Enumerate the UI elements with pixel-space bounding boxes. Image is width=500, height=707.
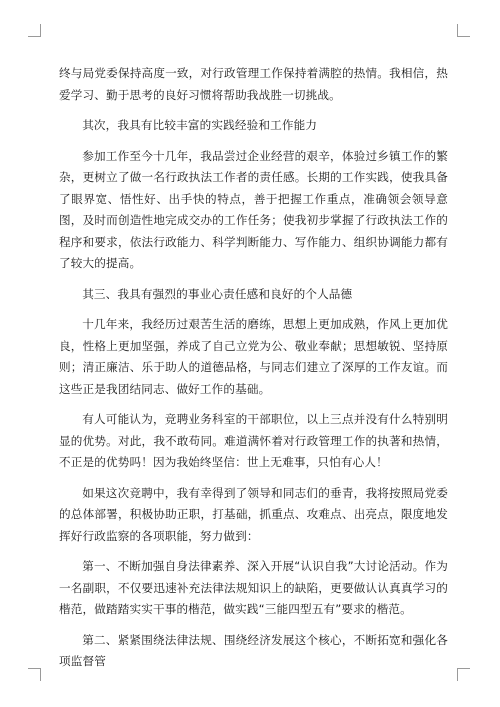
paragraph: 第二、紧紧围绕法律法规、围绕经济发展这个核心，不断拓宽和强化各项监督管 [59, 632, 448, 668]
crop-mark-bottom-left [28, 668, 41, 681]
paragraph: 终与局党委保持高度一致，对行政管理工作保持着满腔的热情。我相信，热爱学习、勤于思考的良好习惯将帮助我战胜一切挑战。 [59, 66, 448, 102]
crop-mark-bottom-right [457, 668, 470, 681]
section-heading: 其三、我具有强烈的事业心责任感和良好的个人品德 [82, 286, 353, 301]
paragraph: 参加工作至今十几年，我品尝过企业经营的艰辛，体验过乡镇工作的繁杂，更树立了做一名行政执法工作者的责任感。长期的工作实践，使我具备了眼界宽、悟性好、出手快的特点，善于把握工作重点，准确领会领导意图，及时而创造性地完成交办的工作任务；使我初步掌握了行政执法工作的程序和要求，依法行政能力、科学判断能力、写作能力、组织协调能力都有了较大的提高。 [59, 148, 448, 270]
paragraph: 第一、不断加强自身法律素养、深入开展“认识自我”大讨论活动。作为一名副职，不仅要迅速补充法律法规知识上的缺陷，更要做认认真真学习的楷范，做踏踏实实干事的楷范，做实践“三能四型五有”要求的楷范。 [59, 559, 448, 616]
crop-mark-top-left [28, 24, 41, 37]
paragraph: 如果这次竞聘中，我有幸得到了领导和同志们的垂青，我将按照局党委的总体部署，积极协助正职，打基础，抓重点、攻难点、出亮点，限度地发挥好行政监察的各项职能，努力做到： [59, 485, 448, 543]
paragraph: 有人可能认为，竞聘业务科室的干部职位，以上三点并没有什么特别明显的优势。对此，我不敢苟同。难道满怀着对行政管理工作的执著和热情，不正是的优势吗！因为我始终坚信：世上无难事，只怕有心人！ [59, 412, 448, 469]
document-body [59, 63, 448, 682]
paragraph: 十几年来，我经历过艰苦生活的磨练，思想上更加成熟，作风上更加优良，性格上更加坚强，养成了自己立党为公、敬业奉献；思想敏锐、坚持原则；清正廉洁、乐于助人的道德品格，与同志们建立了深厚的工作友谊。而这些正是我团结同志、做好工作的基础。 [59, 317, 448, 396]
section-heading: 其次，我具有比较丰富的实践经验和工作能力 [82, 118, 318, 132]
crop-mark-top-right [457, 24, 470, 37]
